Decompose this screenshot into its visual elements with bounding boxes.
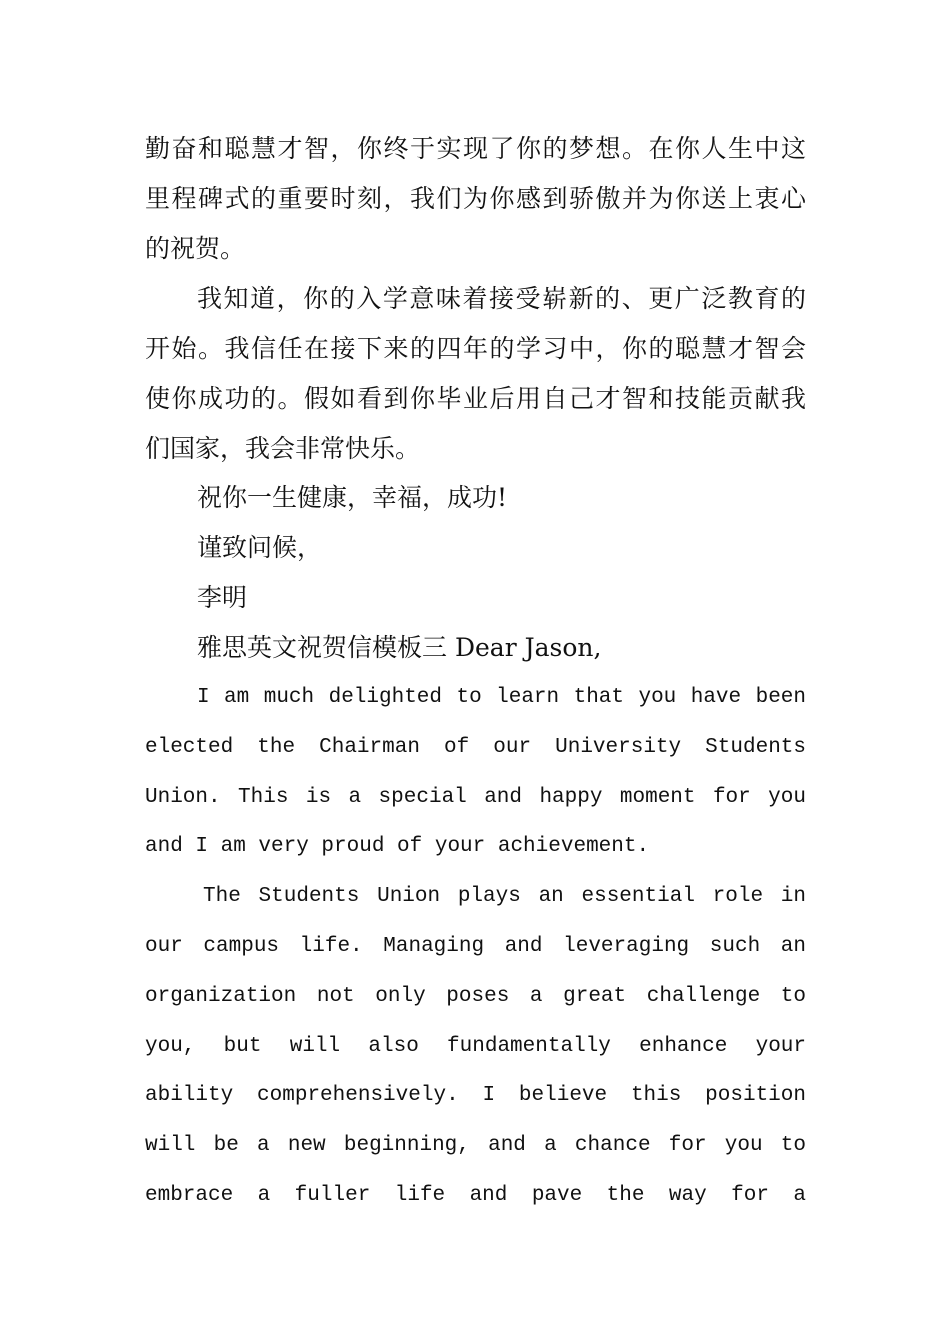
text-line: elected the Chairman of our University Students	[145, 736, 806, 759]
text-line: embrace a fuller life and pave the way for a	[145, 1184, 806, 1207]
text-line: 开始。我信任在接下来的四年的学习中，你的聪慧才智会	[145, 334, 806, 363]
closing-wish: 祝你一生健康，幸福，成功!	[197, 483, 508, 512]
text-line: 使你成功的。假如看到你毕业后用自己才智和技能贡献我	[145, 384, 806, 413]
text-line: 我知道，你的入学意味着接受崭新的、更广泛教育的	[197, 284, 806, 313]
text-line: 勤奋和聪慧才智，你终于实现了你的梦想。在你人生中这	[145, 134, 806, 163]
text-line: ability comprehensively. I believe this position	[145, 1084, 806, 1107]
text-line: 里程碑式的重要时刻，我们为你感到骄傲并为你送上衷心	[145, 184, 806, 213]
text-line: organization not only poses a great challenge to	[145, 985, 806, 1008]
text-line: The Students Union plays an essential role in	[203, 885, 806, 908]
text-line: our campus life. Managing and leveraging such an	[145, 935, 806, 958]
text-line: 的祝贺。	[145, 234, 246, 263]
text-line: 们国家，我会非常快乐。	[145, 434, 421, 463]
section-heading-greeting: 雅思英文祝贺信模板三 Dear Jason,	[197, 633, 602, 662]
closing-regards: 谨致问候，	[197, 533, 323, 562]
text-line: I am much delighted to learn that you have been	[197, 686, 806, 709]
text-line: will be a new beginning, and a chance for you to	[145, 1134, 806, 1157]
text-line: Union. This is a special and happy moment for you	[145, 786, 806, 809]
text-line: you, but will also fundamentally enhance your	[145, 1035, 806, 1058]
signature-name: 李明	[197, 583, 248, 612]
text-line: and I am very proud of your achievement.	[145, 835, 650, 858]
